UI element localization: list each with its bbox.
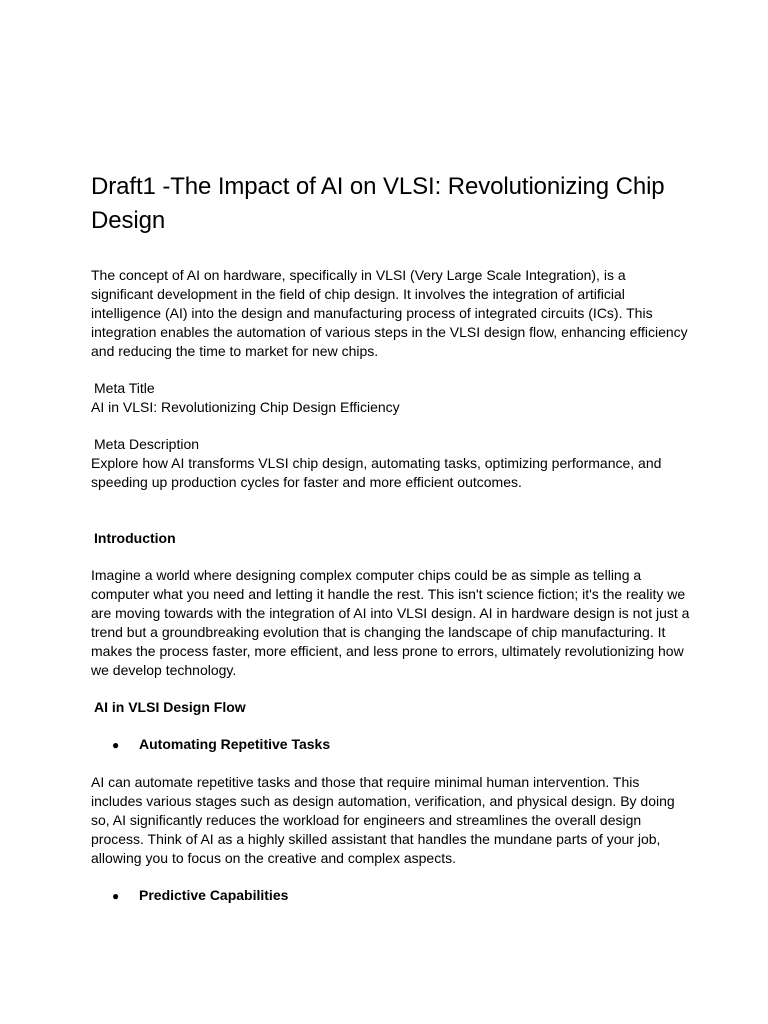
meta-title-value: AI in VLSI: Revolutionizing Chip Design Efficiency [91,399,400,415]
bullet-item-predictive [91,886,691,906]
design-flow-heading: AI in VLSI Design Flow [94,699,246,715]
meta-description-label: Meta Description [94,436,200,452]
meta-title-label: Meta Title [94,380,155,396]
meta-description-block [91,435,691,492]
introduction-paragraph: Imagine a world where designing complex computer chips could be as simple as telling a computer what you need and letting it handle the rest. This isn't science fiction; it's the reality we are moving towards with the integration of AI into VLSI design. AI in hardware design is not just a trend but a groundbreaking evolution that is changing the landscape of chip manufacturing. It makes the process faster, more efficient, and less prone to errors, ultimately revolutionizing how we develop technology. [91,567,690,678]
bullet-label-predictive: Predictive Capabilities [139,887,289,903]
bullet-dot-icon: ● [112,889,120,903]
document-page [91,170,691,924]
bullet-label-automating: Automating Repetitive Tasks [139,736,331,752]
meta-description-value: Explore how AI transforms VLSI chip design, automating tasks, optimizing performance, and speeding up production cycles for faster and more efficient outcomes. [91,455,662,490]
automating-paragraph: AI can automate repetitive tasks and those that require minimal human intervention. This includes various stages such as design automation, verification, and physical design. By doing so, AI significantly reduces the workload for engineers and streamlines the overall design process. Think of AI as a highly skilled assistant that handles the mundane parts of your job, allowing you to focus on the creative and complex aspects. [91,774,675,866]
intro-paragraph: The concept of AI on hardware, specifically in VLSI (Very Large Scale Integration), is a significant development in the field of chip design. It involves the integration of artificial intelligence (AI) into the design and manufacturing process of integrated circuits (ICs). This integration enables the automation of various steps in the VLSI design flow, enhancing efficiency and reducing the time to market for new chips. [91,267,688,359]
meta-title-block [91,379,691,417]
introduction-heading: Introduction [94,530,176,546]
bullet-item-automating [91,735,691,755]
bullet-dot-icon: ● [112,738,120,752]
document-title: Draft1 -The Impact of AI on VLSI: Revolutionizing Chip Design [91,173,665,234]
